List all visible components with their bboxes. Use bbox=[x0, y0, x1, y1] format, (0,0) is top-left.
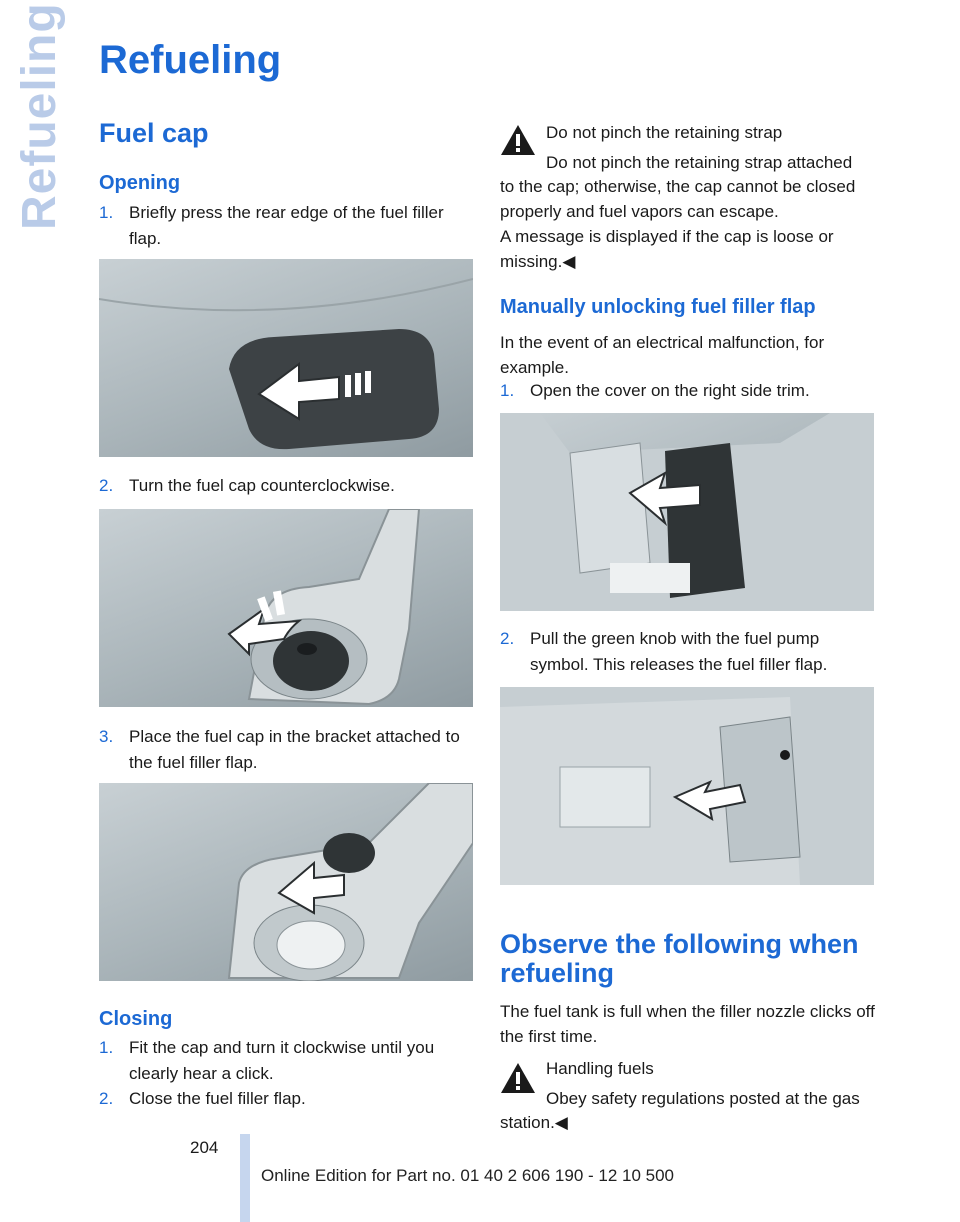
opening-step-3 bbox=[99, 724, 473, 776]
step-text: Close the fuel filler flap. bbox=[129, 1089, 306, 1108]
step-number: 1. bbox=[99, 203, 114, 222]
step-text: Pull the green knob with the fuel pump symbol. This releases the fuel filler flap. bbox=[530, 629, 828, 674]
step-text: Open the cover on the right side trim. bbox=[530, 381, 810, 400]
photo-green-knob bbox=[500, 687, 874, 885]
step-number: 2. bbox=[99, 476, 114, 495]
step-text: Turn the fuel cap counterclockwise. bbox=[129, 476, 395, 495]
warning-fuels-title: Handling fuels bbox=[546, 1059, 654, 1078]
warning-strap-note: A message is displayed if the cap is loose or missing.◀ bbox=[500, 227, 834, 271]
subsection-title-manual-unlock: Manually unlocking fuel filler flap bbox=[500, 296, 816, 318]
page-title: Refueling bbox=[99, 38, 282, 82]
closing-step-1 bbox=[99, 1035, 473, 1087]
unlock-step-1 bbox=[500, 378, 874, 404]
warning-fuels-lead: Obey safety regulations posted at the gas bbox=[546, 1089, 860, 1108]
footer-divider bbox=[240, 1134, 250, 1222]
step-text: Place the fuel cap in the bracket attached to the fuel filler flap. bbox=[129, 727, 460, 772]
subsection-title-opening: Opening bbox=[99, 172, 181, 194]
photo-fuel-cap-bracket bbox=[99, 783, 473, 981]
step-number: 2. bbox=[99, 1089, 114, 1108]
closing-step-2 bbox=[99, 1086, 473, 1112]
unlock-step-2 bbox=[500, 626, 874, 678]
section-title-fuel-cap: Fuel cap bbox=[99, 118, 209, 148]
step-text: Briefly press the rear edge of the fuel filler flap. bbox=[129, 203, 444, 248]
warning-triangle-icon bbox=[500, 124, 536, 156]
manual-unlock-intro: In the event of an electrical malfunction, for example. bbox=[500, 333, 825, 377]
step-number: 2. bbox=[500, 629, 515, 648]
step-number: 1. bbox=[500, 381, 515, 400]
opening-step-1 bbox=[99, 200, 473, 252]
photo-side-trim-cover bbox=[500, 413, 874, 611]
warning-fuels-text: station.◀ bbox=[500, 1113, 568, 1132]
warning-triangle-icon bbox=[500, 1062, 536, 1094]
page-number: 204 bbox=[190, 1138, 219, 1157]
observe-text: The fuel tank is full when the filler nozzle clicks off the first time. bbox=[500, 1002, 875, 1046]
section-title-observe: Observe the following when refueling bbox=[500, 929, 859, 988]
side-section-tab: Refueling bbox=[13, 2, 66, 230]
photo-fuel-cap-turn bbox=[99, 509, 473, 707]
subsection-title-closing: Closing bbox=[99, 1008, 173, 1030]
step-number: 3. bbox=[99, 727, 114, 746]
warning-strap-title: Do not pinch the retaining strap bbox=[546, 123, 783, 142]
step-number: 1. bbox=[99, 1038, 114, 1057]
opening-step-2 bbox=[99, 473, 473, 499]
warning-strap-text: to the cap; otherwise, the cap cannot be closed properly and fuel vapors can escape. bbox=[500, 177, 856, 221]
step-text: Fit the cap and turn it clockwise until you clearly hear a click. bbox=[129, 1038, 435, 1083]
warning-strap-lead: Do not pinch the retaining strap attached bbox=[546, 153, 853, 172]
photo-fuel-filler-flap-press bbox=[99, 259, 473, 457]
edition-info: Online Edition for Part no. 01 40 2 606 190 - 12 10 500 bbox=[261, 1166, 675, 1185]
